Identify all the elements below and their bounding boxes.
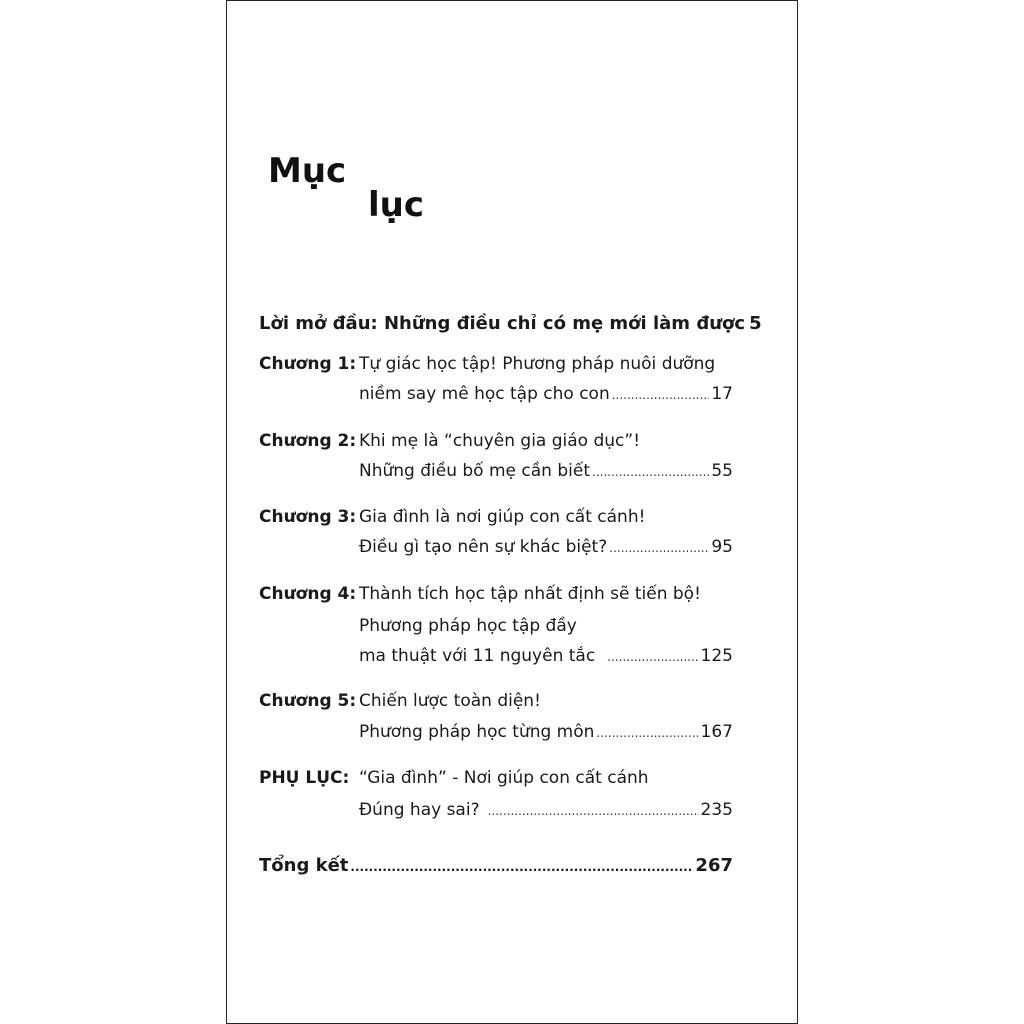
toc-entry-chapter-3-cont: [259, 534, 733, 560]
chapter-line: ma thuật với 11 nguyên tắc: [359, 646, 596, 666]
chapter-line: Những điều bố mẹ cần biết: [359, 461, 590, 481]
toc-entry-intro: [259, 311, 762, 337]
dot-leader: [612, 382, 710, 408]
chapter-line: niềm say mê học tập cho con: [359, 384, 610, 404]
chapter-page: 95: [711, 537, 733, 557]
dot-leader: [350, 854, 693, 880]
dot-leader: [592, 459, 709, 485]
chapter-line: Đúng hay sai?: [359, 800, 480, 820]
chapter-line: Thành tích học tập nhất định sẽ tiến bộ!: [359, 584, 701, 604]
toc-entry-chapter-1: [259, 351, 733, 377]
chapter-line: Phương pháp học tập đầy: [359, 616, 577, 636]
chapter-page: 55: [711, 461, 733, 481]
toc-entry-chapter-2-cont: [259, 458, 733, 484]
toc-entry-summary: [259, 853, 733, 879]
toc-entry-chapter-1-cont: [259, 381, 733, 407]
summary-title: Tổng kết: [259, 855, 349, 876]
chapter-label: Chương 3:: [259, 507, 357, 527]
chapter-label: Chương 5:: [259, 691, 357, 711]
book-page: [226, 0, 798, 1024]
chapter-line: “Gia đình” - Nơi giúp con cất cánh: [359, 768, 649, 788]
chapter-line: Gia đình là nơi giúp con cất cánh!: [359, 507, 646, 527]
title-word-2: lục: [368, 185, 425, 225]
chapter-label: Chương 1:: [259, 354, 357, 374]
intro-page: 5: [749, 313, 762, 334]
chapter-line: Khi mẹ là “chuyên gia giáo dục”!: [359, 431, 641, 451]
dot-leader: [607, 644, 698, 670]
toc-entry-appendix: [259, 765, 733, 791]
chapter-label: Chương 2:: [259, 431, 357, 451]
dot-leader: [488, 798, 699, 824]
chapter-page: 167: [700, 722, 733, 742]
dot-leader: [596, 720, 698, 746]
chapter-label: Chương 4:: [259, 584, 357, 604]
intro-title: Lời mở đầu: Những điều chỉ có mẹ mới làm được: [259, 313, 746, 334]
chapter-line: Phương pháp học từng môn: [359, 722, 595, 742]
toc-entry-chapter-5-cont: [259, 719, 733, 745]
chapter-page: 235: [700, 800, 733, 820]
toc-entry-chapter-4: [259, 581, 733, 607]
toc-entry-chapter-4-cont: [259, 613, 733, 639]
chapter-line: Tự giác học tập! Phương pháp nuôi dưỡng: [359, 354, 716, 374]
chapter-page: 125: [700, 646, 733, 666]
toc-entry-chapter-3: [259, 504, 733, 530]
toc-entry-chapter-5: [259, 688, 733, 714]
chapter-line: Điều gì tạo nên sự khác biệt?: [359, 537, 608, 557]
dot-leader: [609, 535, 709, 561]
chapter-page: 17: [711, 384, 733, 404]
summary-page: 267: [695, 855, 733, 876]
toc-entry-chapter-4-cont2: [259, 643, 733, 669]
chapter-line: Chiến lược toàn diện!: [359, 691, 541, 711]
toc-entry-appendix-cont: [259, 797, 733, 823]
toc-entry-chapter-2: [259, 428, 733, 454]
chapter-label: PHỤ LỤC:: [259, 768, 350, 788]
title-word-1: Mục: [268, 151, 347, 191]
